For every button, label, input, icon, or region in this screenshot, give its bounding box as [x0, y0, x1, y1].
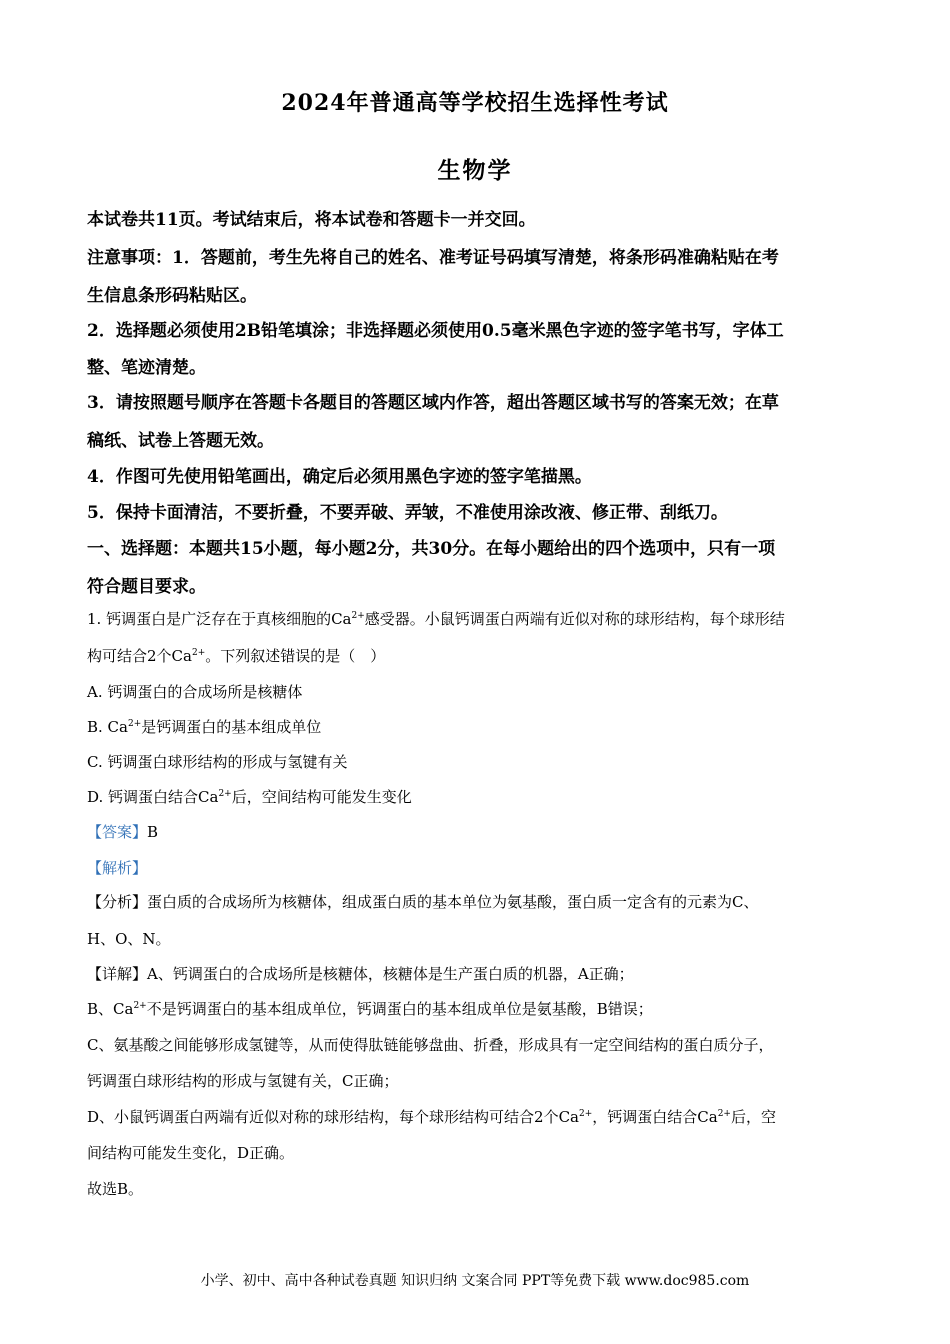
exam-title: 2024年普通高等学校招生选择性考试 — [281, 90, 669, 116]
note-3-line-2: 稿纸、试卷上答题无效。 — [87, 431, 274, 451]
option-a: A. 钙调蛋白的合成场所是核糖体 — [87, 683, 303, 701]
question-stem-line-2: 构可结合2个$Ca^{2+}$。下列叙述错误的是（ ） — [87, 647, 386, 665]
intro-text: 本试卷共11页。考试结束后，将本试卷和答题卡一并交回。 — [87, 210, 536, 230]
note-1-line-2: 生信息条形码粘贴区。 — [87, 286, 257, 306]
answer-label: 【答案】 — [87, 823, 148, 841]
option-c: C. 钙调蛋白球形结构的形成与氢键有关 — [87, 753, 348, 771]
answer-value: B — [147, 823, 159, 841]
footer-text: 小学、初中、高中各种试卷真题 知识归纳 文案合同 PPT等免费下载 www.doc985.com — [200, 1273, 750, 1289]
note-3-line-1: 3．请按照题号顺序在答题卡各题目的答题区域内作答，超出答题区域书写的答案无效；在草 — [87, 393, 779, 413]
fenxi-line-1: 【分析】蛋白质的合成场所为核糖体，组成蛋白质的基本单位为氨基酸，蛋白质一定含有的元素为C、 — [87, 893, 759, 911]
xiangjie-line-d-2: 间结构可能发生变化，D正确。 — [87, 1144, 295, 1162]
note-2-line-2: 整、笔迹清楚。 — [87, 358, 206, 378]
answer-line — [87, 821, 877, 842]
xiangjie-line-c-2: 钙调蛋白球形结构的形成与氢键有关，C正确； — [87, 1072, 399, 1090]
question-stem-line-1: 1. 钙调蛋白是广泛存在于真核细胞的$Ca^{2+}$感受器。小鼠钙调蛋白两端有近似对称的球形结构，每个球形结 — [87, 610, 785, 628]
note-4: 4．作图可先使用铅笔画出，确定后必须用黑色字迹的签字笔描黑。 — [87, 467, 592, 487]
section-heading-line-1: 一、选择题：本题共15小题，每小题2分，共30分。在每小题给出的四个选项中，只有一项 — [87, 539, 776, 559]
conclusion: 故选B。 — [87, 1180, 144, 1198]
note-1-line-1: 注意事项：1．答题前，考生先将自己的姓名、准考证号码填写清楚，将条形码准确粘贴在考 — [87, 248, 779, 268]
xiangjie-line-d-1: D、小鼠钙调蛋白两端有近似对称的球形结构，每个球形结构可结合2个$Ca^{2+}$，钙调蛋白结合$Ca^{2+}$后，空 — [87, 1108, 776, 1126]
option-b: B. $Ca^{2+}$是钙调蛋白的基本组成单位 — [87, 718, 322, 736]
subject-title: 生物学 — [437, 157, 513, 184]
fenxi-line-2: H、O、N。 — [87, 930, 171, 948]
section-heading-line-2: 符合题目要求。 — [87, 577, 206, 597]
xiangjie-line-a: 【详解】A、钙调蛋白的合成场所是核糖体，核糖体是生产蛋白质的机器，A正确； — [87, 965, 634, 983]
note-2-line-1: 2．选择题必须使用2B铅笔填涂；非选择题必须使用0.5毫米黑色字迹的签字笔书写，字体工 — [87, 321, 784, 341]
xiangjie-line-b: B、$Ca^{2+}$不是钙调蛋白的基本组成单位，钙调蛋白的基本组成单位是氨基酸，B错误； — [87, 1000, 653, 1018]
analysis-label: 【解析】 — [87, 859, 148, 877]
option-d: D. 钙调蛋白结合$Ca^{2+}$后，空间结构可能发生变化 — [87, 788, 412, 806]
note-5: 5．保持卡面清洁，不要折叠，不要弄破、弄皱，不准使用涂改液、修正带、刮纸刀。 — [87, 503, 728, 523]
xiangjie-line-c-1: C、氨基酸之间能够形成氢键等，从而使得肽链能够盘曲、折叠，形成具有一定空间结构的蛋白质分子， — [87, 1036, 774, 1054]
